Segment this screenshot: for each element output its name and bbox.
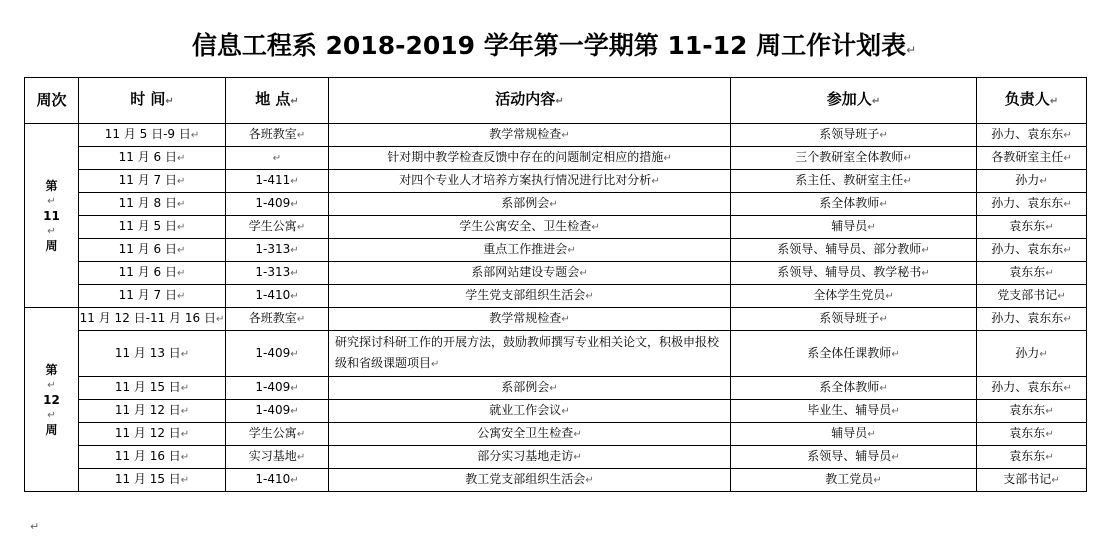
paragraph-mark: ↵	[561, 314, 570, 325]
week-label-line	[25, 393, 78, 423]
place-cell	[226, 400, 329, 423]
participants-text: 三个教研室全体教师	[795, 150, 904, 164]
paragraph-mark: ↵	[431, 359, 440, 370]
participants-text: 全体学生党员	[813, 288, 886, 302]
time-cell	[79, 170, 226, 193]
participants-cell	[731, 469, 977, 492]
owner-cell	[977, 216, 1087, 239]
end-paragraph-mark: ↵	[30, 520, 40, 533]
owner-text: 孙力、袁东东	[991, 311, 1064, 325]
paragraph-mark: ↵	[891, 406, 900, 417]
paragraph-mark: ↵	[879, 383, 888, 394]
time-text: 11 月 15 日	[114, 380, 181, 394]
paragraph-mark: ↵	[180, 348, 190, 360]
place-text: 1-313	[255, 242, 291, 256]
time-text: 11 月 5 日-9 日	[104, 127, 191, 141]
week-label-line	[25, 209, 78, 239]
time-text: 11 月 7 日	[118, 173, 177, 187]
paragraph-mark: ↵	[891, 348, 900, 360]
participants-text: 毕业生、辅导员	[807, 403, 892, 417]
paragraph-mark: ↵	[296, 314, 306, 325]
content-text: 学生公寓安全、卫生检查	[459, 219, 592, 233]
content-text: 公寓安全卫生检查	[477, 426, 574, 440]
time-text: 11 月 15 日	[114, 472, 181, 486]
time-text: 11 月 6 日	[118, 265, 177, 279]
participants-cell	[731, 216, 977, 239]
week-label-line	[25, 363, 78, 393]
paragraph-mark: ↵	[579, 268, 588, 279]
paragraph-mark: ↵	[180, 429, 190, 440]
paragraph-mark: ↵	[906, 43, 917, 57]
content-cell	[329, 239, 731, 262]
paragraph-mark: ↵	[885, 291, 894, 302]
time-cell	[79, 239, 226, 262]
week-label-part: 11	[43, 208, 60, 223]
place-text: 1-409	[255, 380, 291, 394]
participants-text: 系领导、辅导员、部分教师	[777, 242, 922, 256]
participants-cell	[731, 446, 977, 469]
time-cell	[79, 124, 226, 147]
header-time: 时 间↵	[79, 78, 226, 124]
participants-cell	[731, 124, 977, 147]
participants-cell	[731, 331, 977, 377]
table-row	[25, 377, 1087, 400]
table-row	[25, 124, 1087, 147]
time-cell	[79, 193, 226, 216]
content-cell	[329, 331, 731, 377]
content-text: 部分实习基地走访	[477, 449, 574, 463]
header-owner: 负责人↵	[977, 78, 1087, 124]
owner-cell	[977, 193, 1087, 216]
content-cell	[329, 400, 731, 423]
page-title-text: 信息工程系 2018-2019 学年第一学期第 11-12 周工作计划表	[191, 31, 907, 60]
place-text: 1-409	[255, 196, 291, 210]
paragraph-mark: ↵	[290, 383, 299, 394]
paragraph-mark: ↵	[180, 383, 190, 394]
time-text: 11 月 6 日	[118, 242, 177, 256]
place-cell	[226, 216, 329, 239]
header-week: 周次	[25, 78, 79, 124]
paragraph-mark: ↵	[1045, 222, 1054, 233]
content-cell	[329, 262, 731, 285]
owner-cell	[977, 446, 1087, 469]
paragraph-mark: ↵	[1063, 314, 1072, 325]
owner-text: 袁东东	[1009, 449, 1046, 463]
header-row	[25, 78, 1087, 124]
time-cell	[79, 469, 226, 492]
paragraph-mark: ↵	[1045, 268, 1054, 279]
time-text: 11 月 12 日	[114, 426, 181, 440]
header-place: 地 点↵	[226, 78, 329, 124]
owner-cell	[977, 377, 1087, 400]
table-row	[25, 239, 1087, 262]
owner-text: 孙力、袁东东	[991, 380, 1064, 394]
place-text: 1-410	[255, 288, 291, 302]
participants-text: 系全体教师	[819, 196, 880, 210]
paragraph-mark: ↵	[290, 176, 299, 187]
week-label-part: 第	[45, 362, 58, 377]
content-text: 对四个专业人才培养方案执行情况进行比对分析	[399, 173, 652, 187]
participants-text: 辅导员	[831, 426, 868, 440]
content-text: 就业工作会议	[489, 403, 562, 417]
paragraph-mark: ↵	[561, 130, 570, 141]
table-row	[25, 446, 1087, 469]
paragraph-mark: ↵	[176, 176, 186, 187]
place-cell	[226, 262, 329, 285]
paragraph-mark: ↵	[1045, 452, 1054, 463]
participants-cell	[731, 170, 977, 193]
participants-text: 辅导员	[831, 219, 868, 233]
paragraph-mark: ↵	[879, 199, 888, 210]
paragraph-mark: ↵	[585, 291, 594, 302]
time-text: 11 月 12 日	[114, 403, 181, 417]
week-label-line	[25, 179, 78, 209]
paragraph-mark: ↵	[47, 195, 56, 207]
paragraph-mark: ↵	[879, 314, 888, 325]
participants-cell	[731, 308, 977, 331]
owner-text: 袁东东	[1009, 403, 1046, 417]
time-cell	[79, 147, 226, 170]
paragraph-mark: ↵	[290, 268, 299, 279]
place-cell	[226, 308, 329, 331]
paragraph-mark: ↵	[47, 379, 56, 391]
place-text: 1-411	[255, 173, 291, 187]
paragraph-mark: ↵	[296, 429, 306, 440]
content-cell	[329, 377, 731, 400]
participants-text: 系领导、辅导员	[807, 449, 892, 463]
content-cell	[329, 308, 731, 331]
table-row	[25, 308, 1087, 331]
paragraph-mark: ↵	[573, 429, 582, 440]
owner-cell	[977, 124, 1087, 147]
table-row	[25, 423, 1087, 446]
week-label-part: 周	[45, 238, 58, 253]
paragraph-mark: ↵	[290, 475, 299, 486]
paragraph-mark: ↵	[290, 406, 299, 417]
time-text: 11 月 13 日	[114, 345, 181, 360]
paragraph-mark: ↵	[1063, 130, 1072, 141]
place-cell	[226, 147, 329, 170]
place-cell	[226, 239, 329, 262]
content-text: 系部网站建设专题会	[471, 265, 580, 279]
table-row	[25, 170, 1087, 193]
paragraph-mark: ↵	[296, 452, 306, 463]
place-text: 1-409	[255, 403, 291, 417]
content-cell	[329, 147, 731, 170]
owner-cell	[977, 469, 1087, 492]
owner-text: 党支部书记	[997, 288, 1058, 302]
content-text: 学生党支部组织生活会	[465, 288, 586, 302]
table-row	[25, 285, 1087, 308]
place-cell	[226, 423, 329, 446]
owner-cell	[977, 285, 1087, 308]
owner-cell	[977, 262, 1087, 285]
place-text: 学生公寓	[248, 426, 297, 440]
participants-cell	[731, 285, 977, 308]
owner-text: 袁东东	[1009, 265, 1046, 279]
owner-cell	[977, 400, 1087, 423]
participants-cell	[731, 193, 977, 216]
time-cell	[79, 285, 226, 308]
place-cell	[226, 285, 329, 308]
content-cell	[329, 193, 731, 216]
content-cell	[329, 216, 731, 239]
time-cell	[79, 308, 226, 331]
paragraph-mark: ↵	[176, 245, 186, 256]
participants-text: 系领导班子	[819, 127, 880, 141]
owner-text: 孙力、袁东东	[991, 127, 1064, 141]
participants-text: 系全体任课教师	[807, 345, 892, 360]
paragraph-mark: ↵	[180, 475, 190, 486]
paragraph-mark: ↵	[561, 406, 570, 417]
paragraph-mark: ↵	[272, 153, 282, 164]
content-cell	[329, 446, 731, 469]
paragraph-mark: ↵	[1063, 245, 1072, 256]
place-text: 各班教室	[248, 127, 297, 141]
header-content: 活动内容↵	[329, 78, 731, 124]
header-participants: 参加人↵	[731, 78, 977, 124]
paragraph-mark: ↵	[290, 199, 299, 210]
owner-cell	[977, 331, 1087, 377]
paragraph-mark: ↵	[891, 452, 900, 463]
paragraph-mark: ↵	[651, 176, 660, 187]
place-text: 实习基地	[248, 449, 297, 463]
paragraph-mark: ↵	[176, 222, 186, 233]
owner-cell	[977, 239, 1087, 262]
page-title	[0, 26, 1108, 62]
table-row	[25, 216, 1087, 239]
table-row	[25, 469, 1087, 492]
table-row	[25, 147, 1087, 170]
paragraph-mark: ↵	[290, 348, 299, 360]
paragraph-mark: ↵	[296, 130, 306, 141]
paragraph-mark: ↵	[296, 222, 306, 233]
paragraph-mark: ↵	[47, 409, 56, 421]
participants-cell	[731, 423, 977, 446]
paragraph-mark: ↵	[1057, 291, 1066, 302]
paragraph-mark: ↵	[215, 314, 225, 325]
week-label-part: 周	[45, 422, 58, 437]
paragraph-mark: ↵	[1045, 406, 1054, 417]
week-cell	[25, 308, 79, 492]
place-text: 1-410	[255, 472, 291, 486]
owner-text: 孙力	[1015, 173, 1040, 187]
time-cell	[79, 262, 226, 285]
participants-text: 系全体教师	[819, 380, 880, 394]
paragraph-mark: ↵	[1063, 153, 1072, 164]
time-text: 11 月 12 日-11 月 16 日	[79, 311, 216, 325]
participants-cell	[731, 400, 977, 423]
paragraph-mark: ↵	[1039, 176, 1048, 187]
content-cell	[329, 469, 731, 492]
week-cell	[25, 124, 79, 308]
paragraph-mark: ↵	[1063, 383, 1072, 394]
owner-text: 支部书记	[1003, 472, 1052, 486]
time-text: 11 月 7 日	[118, 288, 177, 302]
week-label-part: 第	[45, 178, 58, 193]
paragraph-mark: ↵	[176, 199, 186, 210]
paragraph-mark: ↵	[190, 130, 200, 141]
participants-cell	[731, 239, 977, 262]
owner-text: 孙力、袁东东	[991, 242, 1064, 256]
content-cell	[329, 423, 731, 446]
place-cell	[226, 469, 329, 492]
content-cell	[329, 285, 731, 308]
owner-cell	[977, 423, 1087, 446]
content-text: 教学常规检查	[489, 311, 562, 325]
paragraph-mark: ↵	[663, 153, 672, 164]
paragraph-mark: ↵	[921, 268, 930, 279]
owner-text: 孙力、袁东东	[991, 196, 1064, 210]
week-label-part: 12	[43, 392, 60, 407]
paragraph-mark: ↵	[1045, 429, 1054, 440]
place-cell	[226, 446, 329, 469]
paragraph-mark: ↵	[867, 222, 876, 233]
time-cell	[79, 216, 226, 239]
place-cell	[226, 124, 329, 147]
owner-text: 袁东东	[1009, 426, 1046, 440]
paragraph-mark: ↵	[903, 176, 912, 187]
paragraph-mark: ↵	[873, 475, 882, 486]
paragraph-mark: ↵	[903, 153, 912, 164]
time-text: 11 月 5 日	[118, 219, 177, 233]
place-cell	[226, 193, 329, 216]
participants-text: 系领导、辅导员、教学秘书	[777, 265, 922, 279]
participants-text: 系主任、教研室主任	[795, 173, 904, 187]
content-text: 重点工作推进会	[483, 242, 568, 256]
paragraph-mark: ↵	[1063, 199, 1072, 210]
time-cell	[79, 446, 226, 469]
place-text: 1-409	[255, 345, 291, 360]
place-text: 各班教室	[248, 311, 297, 325]
owner-cell	[977, 308, 1087, 331]
content-text: 教学常规检查	[489, 127, 562, 141]
content-cell	[329, 170, 731, 193]
paragraph-mark: ↵	[47, 225, 56, 237]
owner-text: 孙力	[1015, 345, 1040, 360]
paragraph-mark: ↵	[180, 452, 190, 463]
place-text: 1-313	[255, 265, 291, 279]
paragraph-mark: ↵	[585, 475, 594, 486]
participants-text: 教工党员	[825, 472, 874, 486]
participants-cell	[731, 377, 977, 400]
owner-text: 各教研室主任	[991, 150, 1064, 164]
content-text: 研究探讨科研工作的开展方法，鼓励教师撰写专业相关论文，积极申报校级和省级课题项目	[335, 335, 720, 370]
paragraph-mark: ↵	[591, 222, 600, 233]
paragraph-mark: ↵	[549, 383, 558, 394]
paragraph-mark: ↵	[921, 245, 930, 256]
paragraph-mark: ↵	[176, 153, 186, 164]
table-body	[25, 124, 1087, 492]
time-text: 11 月 16 日	[114, 449, 181, 463]
content-cell	[329, 124, 731, 147]
paragraph-mark: ↵	[879, 130, 888, 141]
table-row	[25, 400, 1087, 423]
participants-cell	[731, 147, 977, 170]
place-cell	[226, 377, 329, 400]
owner-cell	[977, 170, 1087, 193]
paragraph-mark: ↵	[567, 245, 576, 256]
time-text: 11 月 8 日	[118, 196, 177, 210]
time-cell	[79, 331, 226, 377]
work-plan-table	[24, 77, 1087, 492]
paragraph-mark: ↵	[573, 452, 582, 463]
time-cell	[79, 423, 226, 446]
table-row	[25, 193, 1087, 216]
paragraph-mark: ↵	[176, 291, 186, 302]
place-cell	[226, 331, 329, 377]
participants-text: 系领导班子	[819, 311, 880, 325]
owner-text: 袁东东	[1009, 219, 1046, 233]
time-text: 11 月 6 日	[118, 150, 177, 164]
content-text: 教工党支部组织生活会	[465, 472, 586, 486]
paragraph-mark: ↵	[1039, 348, 1048, 360]
table-row	[25, 331, 1087, 377]
paragraph-mark: ↵	[290, 245, 299, 256]
time-cell	[79, 400, 226, 423]
time-cell	[79, 377, 226, 400]
paragraph-mark: ↵	[867, 429, 876, 440]
paragraph-mark: ↵	[290, 291, 299, 302]
table-row	[25, 262, 1087, 285]
place-cell	[226, 170, 329, 193]
paragraph-mark: ↵	[1051, 475, 1060, 486]
paragraph-mark: ↵	[180, 406, 190, 417]
content-text: 系部例会	[501, 196, 550, 210]
participants-cell	[731, 262, 977, 285]
content-text: 针对期中教学检查反馈中存在的问题制定相应的措施	[387, 150, 664, 164]
paragraph-mark: ↵	[549, 199, 558, 210]
owner-cell	[977, 147, 1087, 170]
place-text: 学生公寓	[248, 219, 297, 233]
content-text: 系部例会	[501, 380, 550, 394]
paragraph-mark: ↵	[176, 268, 186, 279]
